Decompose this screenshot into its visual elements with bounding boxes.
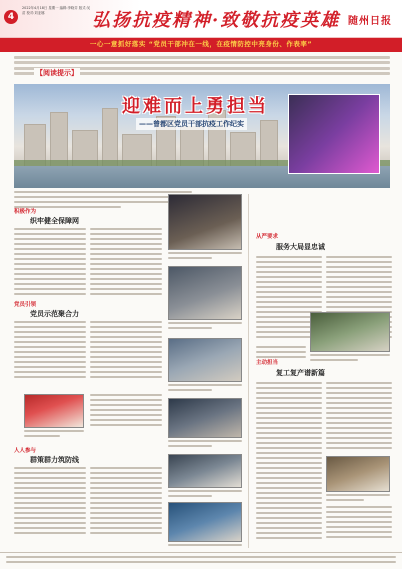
photo-party-flag: [24, 394, 84, 428]
paper-name: 随州日报: [348, 16, 392, 27]
section-kicker-left-bottom: 人人参与: [14, 448, 37, 454]
photo-caption: [310, 354, 390, 364]
photo-street: [168, 454, 242, 488]
column-divider: [248, 194, 249, 548]
hero-caption: [14, 191, 192, 211]
photo-vehicles: [168, 502, 242, 542]
photo-caption: [168, 252, 242, 262]
read-tip-label: 【阅读提示】: [36, 69, 78, 77]
article-text: [14, 321, 86, 381]
hero-subtitle: ——曾都区党员干部抗疫工作纪实: [136, 118, 247, 130]
masthead: [0, 0, 402, 38]
banner-title: 弘扬抗疫精神·致敬抗疫英雄: [92, 10, 341, 31]
photo-caption: [168, 544, 242, 549]
section-title-left-bottom: 群策群力筑防线: [30, 456, 79, 464]
hero-title: 迎难而上勇担当: [122, 96, 269, 117]
photo-caption: [24, 430, 84, 440]
article-text: [326, 382, 392, 452]
article-text: [256, 382, 322, 542]
footer: [0, 552, 402, 569]
article-text: [90, 228, 162, 298]
section-kicker-right-bottom: 主动担当: [256, 360, 279, 366]
photo-patrol: [310, 312, 390, 352]
article-text: [90, 321, 162, 381]
article-text: [90, 394, 162, 429]
photo-checkpoint: [168, 398, 242, 438]
footer-lines: [6, 556, 396, 566]
slogan-bar: [0, 38, 402, 52]
article-text: [14, 228, 86, 298]
photo-group: [168, 338, 242, 382]
photo-caption: [168, 384, 242, 394]
hero-photo: [14, 84, 390, 188]
section-title-left-mid: 党员示范聚合力: [30, 310, 79, 318]
section-title-right-bottom: 复工复产谱新篇: [276, 369, 325, 377]
article-text: [90, 467, 162, 537]
photo-caption: [168, 322, 242, 332]
photo-caption: [168, 490, 242, 500]
photo-caption: [326, 494, 390, 504]
photo-meeting: [168, 266, 242, 320]
slogan-text: 一心一意抓好落实 “党员干部冲在一线，在疫情防控中亮身份、作表率”: [89, 40, 313, 48]
section-kicker-left-mid: 党员引领: [14, 302, 37, 308]
photo-factory: [326, 456, 390, 492]
edition-info: 2022年4月18日 星期一 编辑:李晓芬 版式:吴苗 校对:刘亚娜: [22, 6, 91, 15]
photo-caption: [168, 440, 242, 450]
photo-volunteers: [168, 194, 242, 250]
section-title-right-top: 服务大局显忠诚: [276, 243, 325, 251]
article-text: [326, 506, 392, 541]
article-text: [14, 467, 86, 537]
section-kicker-left-top: 积极作为: [14, 209, 37, 215]
hero-inset-photo: [288, 94, 380, 174]
section-title-left-top: 织牢健全保障网: [30, 217, 79, 225]
section-kicker-right-top: 从严要求: [256, 234, 279, 240]
page-number-badge: 4: [4, 10, 18, 24]
